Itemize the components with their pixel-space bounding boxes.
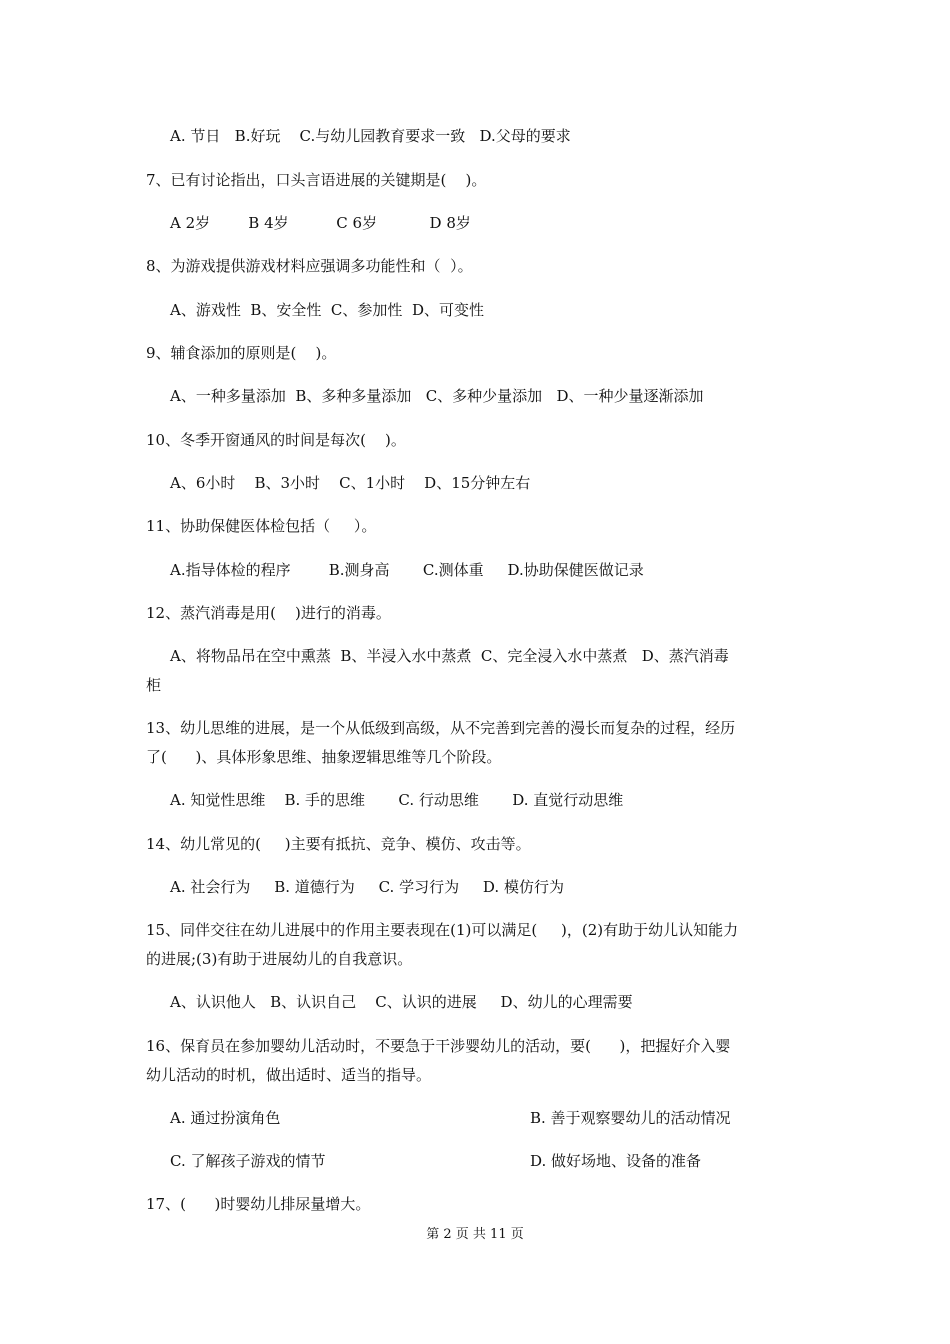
- q13-options: A. 知觉性思维 B. 手的思维 C. 行动思维 D. 直觉行动思维: [170, 791, 624, 809]
- question-11: 11、协助保健医体检包括（ ）。: [146, 517, 377, 535]
- q14-options: A. 社会行为 B. 道德行为 C. 学习行为 D. 模仿行为: [170, 878, 564, 896]
- question-14: 14、幼儿常见的( )主要有抵抗、竞争、模仿、攻击等。: [146, 835, 531, 853]
- q16-option-b: B. 善于观察婴幼儿的活动情况: [530, 1109, 731, 1127]
- q16-option-d: D. 做好场地、设备的准备: [530, 1152, 702, 1170]
- question-13: 13、幼儿思维的进展，是一个从低级到高级，从不完善到完善的漫长而复杂的过程，经历: [146, 719, 736, 737]
- question-16: 16、保育员在参加婴幼儿活动时，不要急于干涉婴幼儿的活动，要( )，把握好介入婴: [146, 1037, 731, 1055]
- q6-options: A. 节日 B.好玩 C.与幼儿园教育要求一致 D.父母的要求: [170, 127, 571, 145]
- question-17: 17、( )时婴幼儿排尿量增大。: [146, 1195, 371, 1213]
- q16-option-a: A. 通过扮演角色: [170, 1109, 281, 1127]
- question-10: 10、冬季开窗通风的时间是每次( )。: [146, 431, 406, 449]
- q7-options: A 2岁 B 4岁 C 6岁 D 8岁: [170, 214, 471, 232]
- question-16-cont: 幼儿活动的时机，做出适时、适当的指导。: [146, 1066, 432, 1084]
- page-footer: 第 2 页 共 11 页: [426, 1227, 524, 1242]
- question-9: 9、辅食添加的原则是( )。: [146, 344, 337, 362]
- question-13-cont: 了( )、具体形象思维、抽象逻辑思维等几个阶段。: [146, 748, 502, 766]
- question-7: 7、已有讨论指出，口头言语进展的关键期是( )。: [146, 171, 487, 189]
- question-12: 12、蒸汽消毒是用( )进行的消毒。: [146, 604, 391, 622]
- q16-option-c: C. 了解孩子游戏的情节: [170, 1152, 326, 1170]
- question-8: 8、为游戏提供游戏材料应强调多功能性和（ ）。: [146, 257, 473, 275]
- question-15: 15、同伴交往在幼儿进展中的作用主要表现在(1)可以满足( )，(2)有助于幼儿认知能力: [146, 921, 739, 939]
- question-15-cont: 的进展;(3)有助于进展幼儿的自我意识。: [146, 950, 413, 968]
- q11-options: A.指导体检的程序 B.测身高 C.测体重 D.协助保健医做记录: [170, 561, 644, 579]
- q10-options: A、6小时 B、3小时 C、1小时 D、15分钟左右: [170, 474, 531, 492]
- q12-options: A、将物品吊在空中熏蒸 B、半浸入水中蒸煮 C、完全浸入水中蒸煮 D、蒸汽消毒: [170, 647, 729, 665]
- q15-options: A、认识他人 B、认识自己 C、认识的进展 D、幼儿的心理需要: [170, 993, 633, 1011]
- q9-options: A、一种多量添加 B、多种多量添加 C、多种少量添加 D、一种少量逐渐添加: [170, 387, 704, 405]
- q12-options-cont: 柜: [146, 676, 162, 694]
- q8-options: A、游戏性 B、安全性 C、参加性 D、可变性: [170, 301, 484, 319]
